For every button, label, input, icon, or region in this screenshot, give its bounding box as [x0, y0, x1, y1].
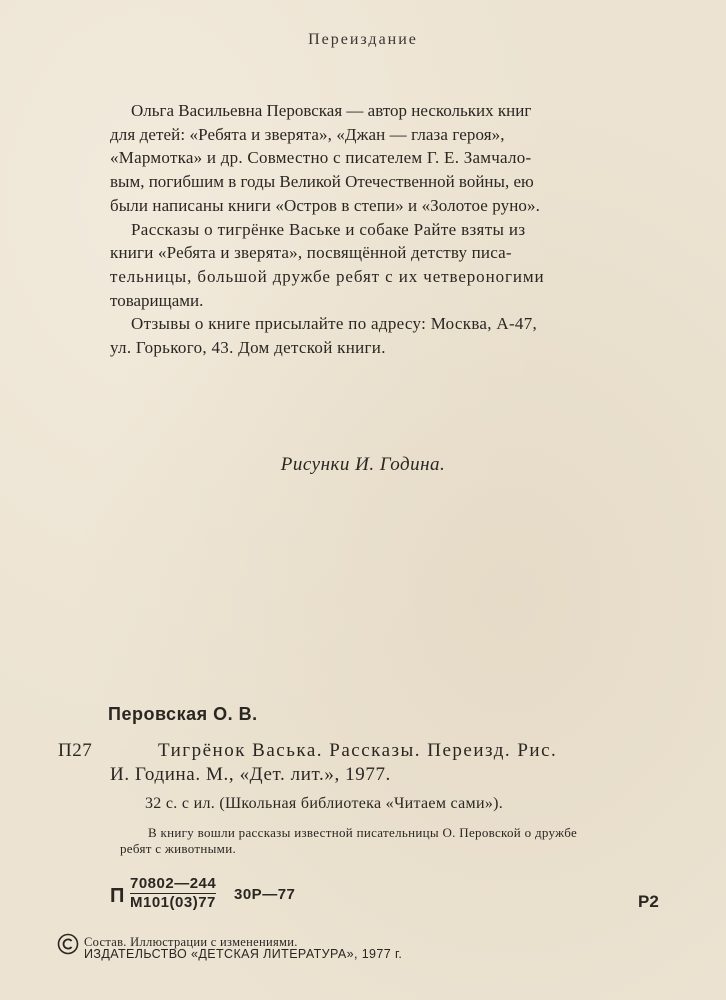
catalog-pages: 32 с. с ил. (Школьная библиотека «Читаем сами»).	[145, 795, 504, 812]
classification-mark: Р2	[638, 892, 659, 911]
text-line: были написаны книги «Остров в степи» и «Золотое руно».	[110, 195, 540, 215]
paragraph-stories-source	[110, 218, 608, 313]
copyright-line-1: Состав. Иллюстрации с изменениями.	[84, 935, 298, 949]
edition-note: Переиздание	[308, 31, 418, 48]
index-denominator: М101(03)77	[130, 894, 216, 911]
index-suffix: 30Р—77	[234, 886, 296, 903]
copyright-icon	[57, 933, 79, 955]
text-line: книги «Ребята и зверята», посвящённой детству писа-	[110, 243, 512, 263]
catalog-annotation-line-1: В книгу вошли рассказы известной писательницы О. Перовской о дружбе	[148, 825, 578, 840]
author-description	[110, 99, 608, 360]
paragraph-about-author	[110, 99, 608, 218]
text-line: тельницы, большой дружбе ребят с их четвероногими	[110, 266, 545, 286]
text-line: Рассказы о тигрёнке Ваське и собаке Райте взяты из	[131, 219, 526, 239]
catalog-code: П27	[58, 740, 93, 761]
index-numerator: 70802—244	[130, 875, 217, 892]
text-line: ул. Горького, 43. Дом детской книги.	[110, 338, 386, 358]
text-line: товарищами.	[110, 290, 204, 310]
paragraph-feedback-address	[110, 312, 608, 359]
illustrator-credit: Рисунки И. Година.	[280, 454, 446, 475]
copyright-line-2: ИЗДАТЕЛЬСТВО «ДЕТСКАЯ ЛИТЕРАТУРА», 1977 г.	[84, 947, 403, 961]
catalog-title-line-2: И. Година. М., «Дет. лит.», 1977.	[110, 764, 391, 785]
catalog-annotation-line-2: ребят с животными.	[120, 841, 237, 856]
catalog-title-line-1: Тигрёнок Васька. Рассказы. Переизд. Рис.	[158, 740, 558, 761]
catalog-author: Перовская О. В.	[108, 704, 258, 724]
text-line: вым, погибшим в годы Великой Отечественной войны, ею	[110, 172, 534, 192]
text-line: «Мармотка» и др. Совместно с писателем Г. Е. Замчало-	[110, 148, 532, 168]
text-line: Ольга Васильевна Перовская — автор нескольких книг	[131, 101, 532, 120]
text-line: для детей: «Ребята и зверята», «Джан — глаза героя»,	[110, 124, 505, 144]
text-line: Отзывы о книге присылайте по адресу: Москва, А-47,	[131, 314, 538, 334]
index-prefix: П	[110, 885, 125, 907]
